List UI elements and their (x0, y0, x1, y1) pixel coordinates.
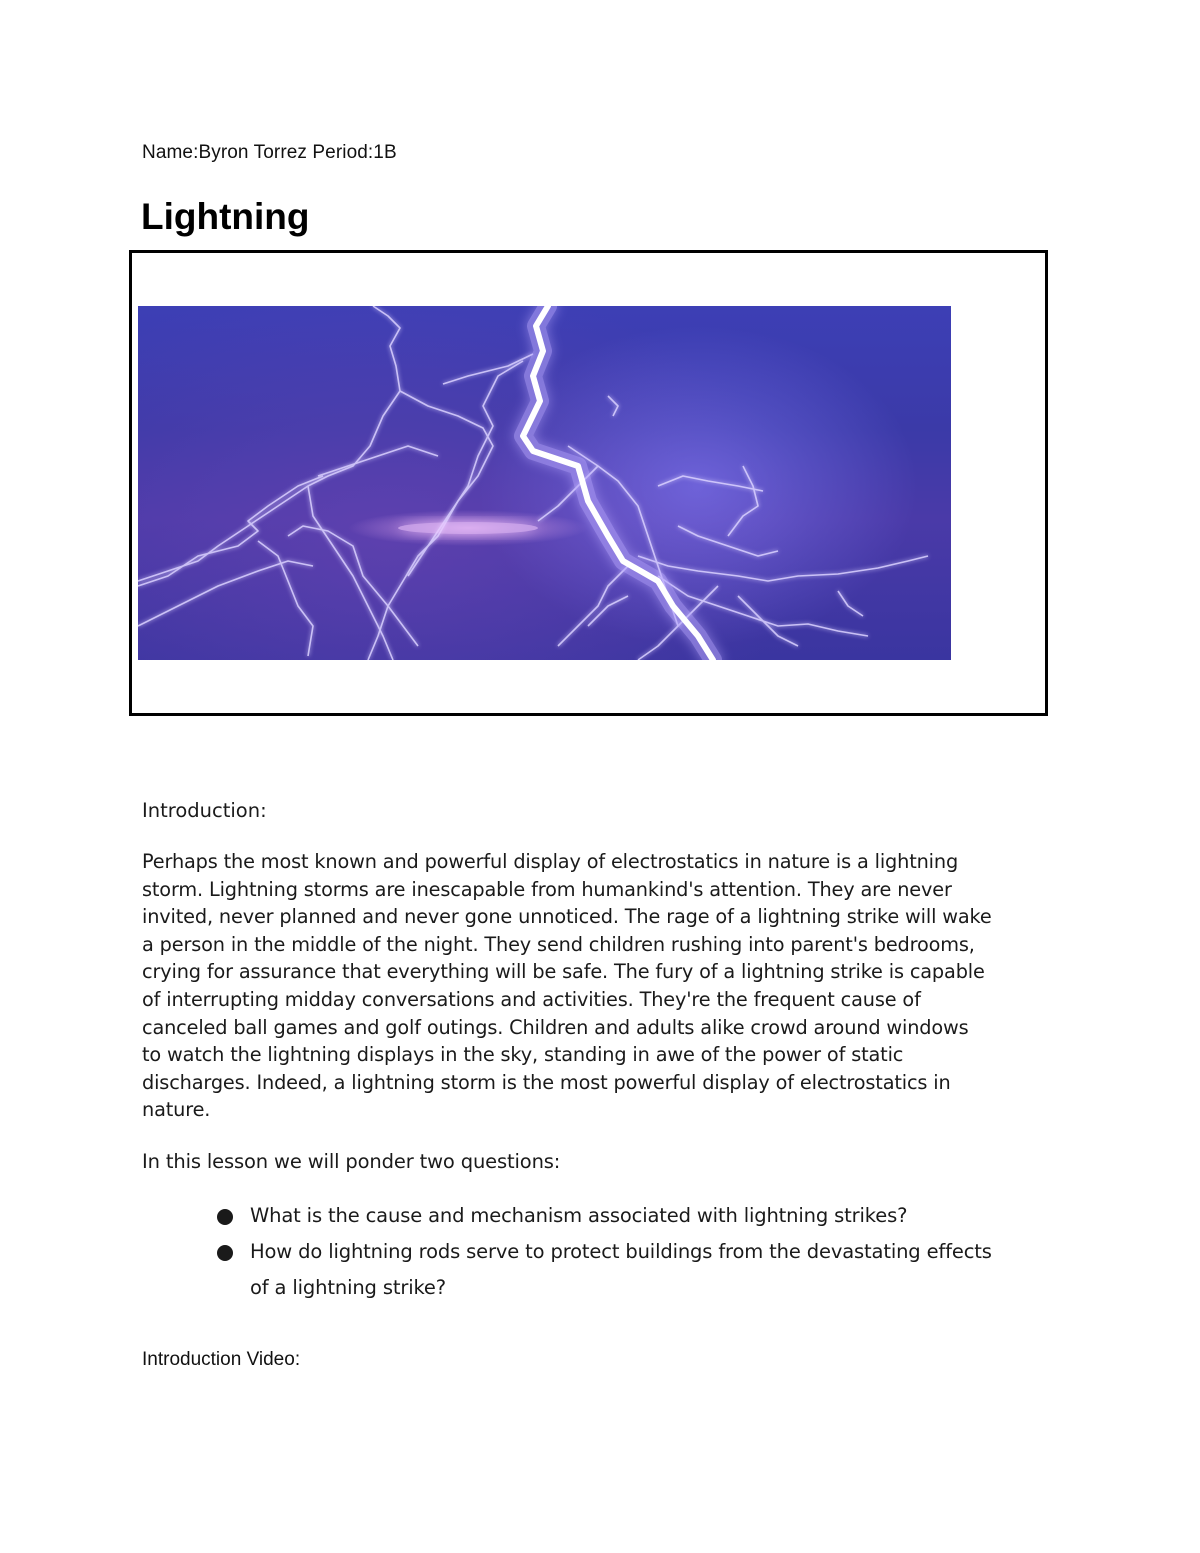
paragraph-line: a person in the middle of the night. They send children rushing into parent's bedrooms, (142, 932, 975, 956)
bullet-icon (217, 1209, 233, 1225)
paragraph-line: to watch the lightning displays in the sky, standing in awe of the power of static (142, 1043, 904, 1067)
list-item (214, 1198, 992, 1234)
question-list (214, 1198, 992, 1306)
question-text: How do lightning rods serve to protect buildings from the devastating effects (250, 1240, 992, 1263)
paragraph-line: crying for assurance that everything will be safe. The fury of a lightning strike is capable (142, 960, 985, 984)
lightning-photo-icon (138, 306, 951, 660)
image-frame (129, 250, 1048, 716)
list-item (214, 1234, 992, 1306)
paragraph-line: invited, never planned and never gone unnoticed. The rage of a lightning strike will wake (142, 905, 992, 929)
page-title: Lightning (141, 196, 310, 237)
paragraph-line: Perhaps the most known and powerful display of electrostatics in nature is a lightning (142, 850, 959, 873)
paragraph-line: canceled ball games and golf outings. Children and adults alike crowd around windows (142, 1015, 969, 1039)
lesson-intro: In this lesson we will ponder two questions: (142, 1150, 561, 1173)
paragraph-line: storm. Lightning storms are inescapable from humankind's attention. They are never (142, 877, 952, 901)
question-text: of a lightning strike? (250, 1276, 446, 1299)
introduction-paragraph (142, 848, 1062, 1124)
paragraph-line: nature. (142, 1098, 211, 1122)
paragraph-line: of interrupting midday conversations and activities. They're the frequent cause of (142, 987, 921, 1011)
bullet-icon (217, 1245, 233, 1261)
introduction-video-label: Introduction Video: (142, 1349, 301, 1370)
question-text: What is the cause and mechanism associated with lightning strikes? (250, 1204, 908, 1227)
student-name-period: Name:Byron Torrez Period:1B (142, 142, 397, 163)
paragraph-line: discharges. Indeed, a lightning storm is the most powerful display of electrostatics in (142, 1070, 951, 1094)
introduction-heading: Introduction: (142, 799, 267, 822)
